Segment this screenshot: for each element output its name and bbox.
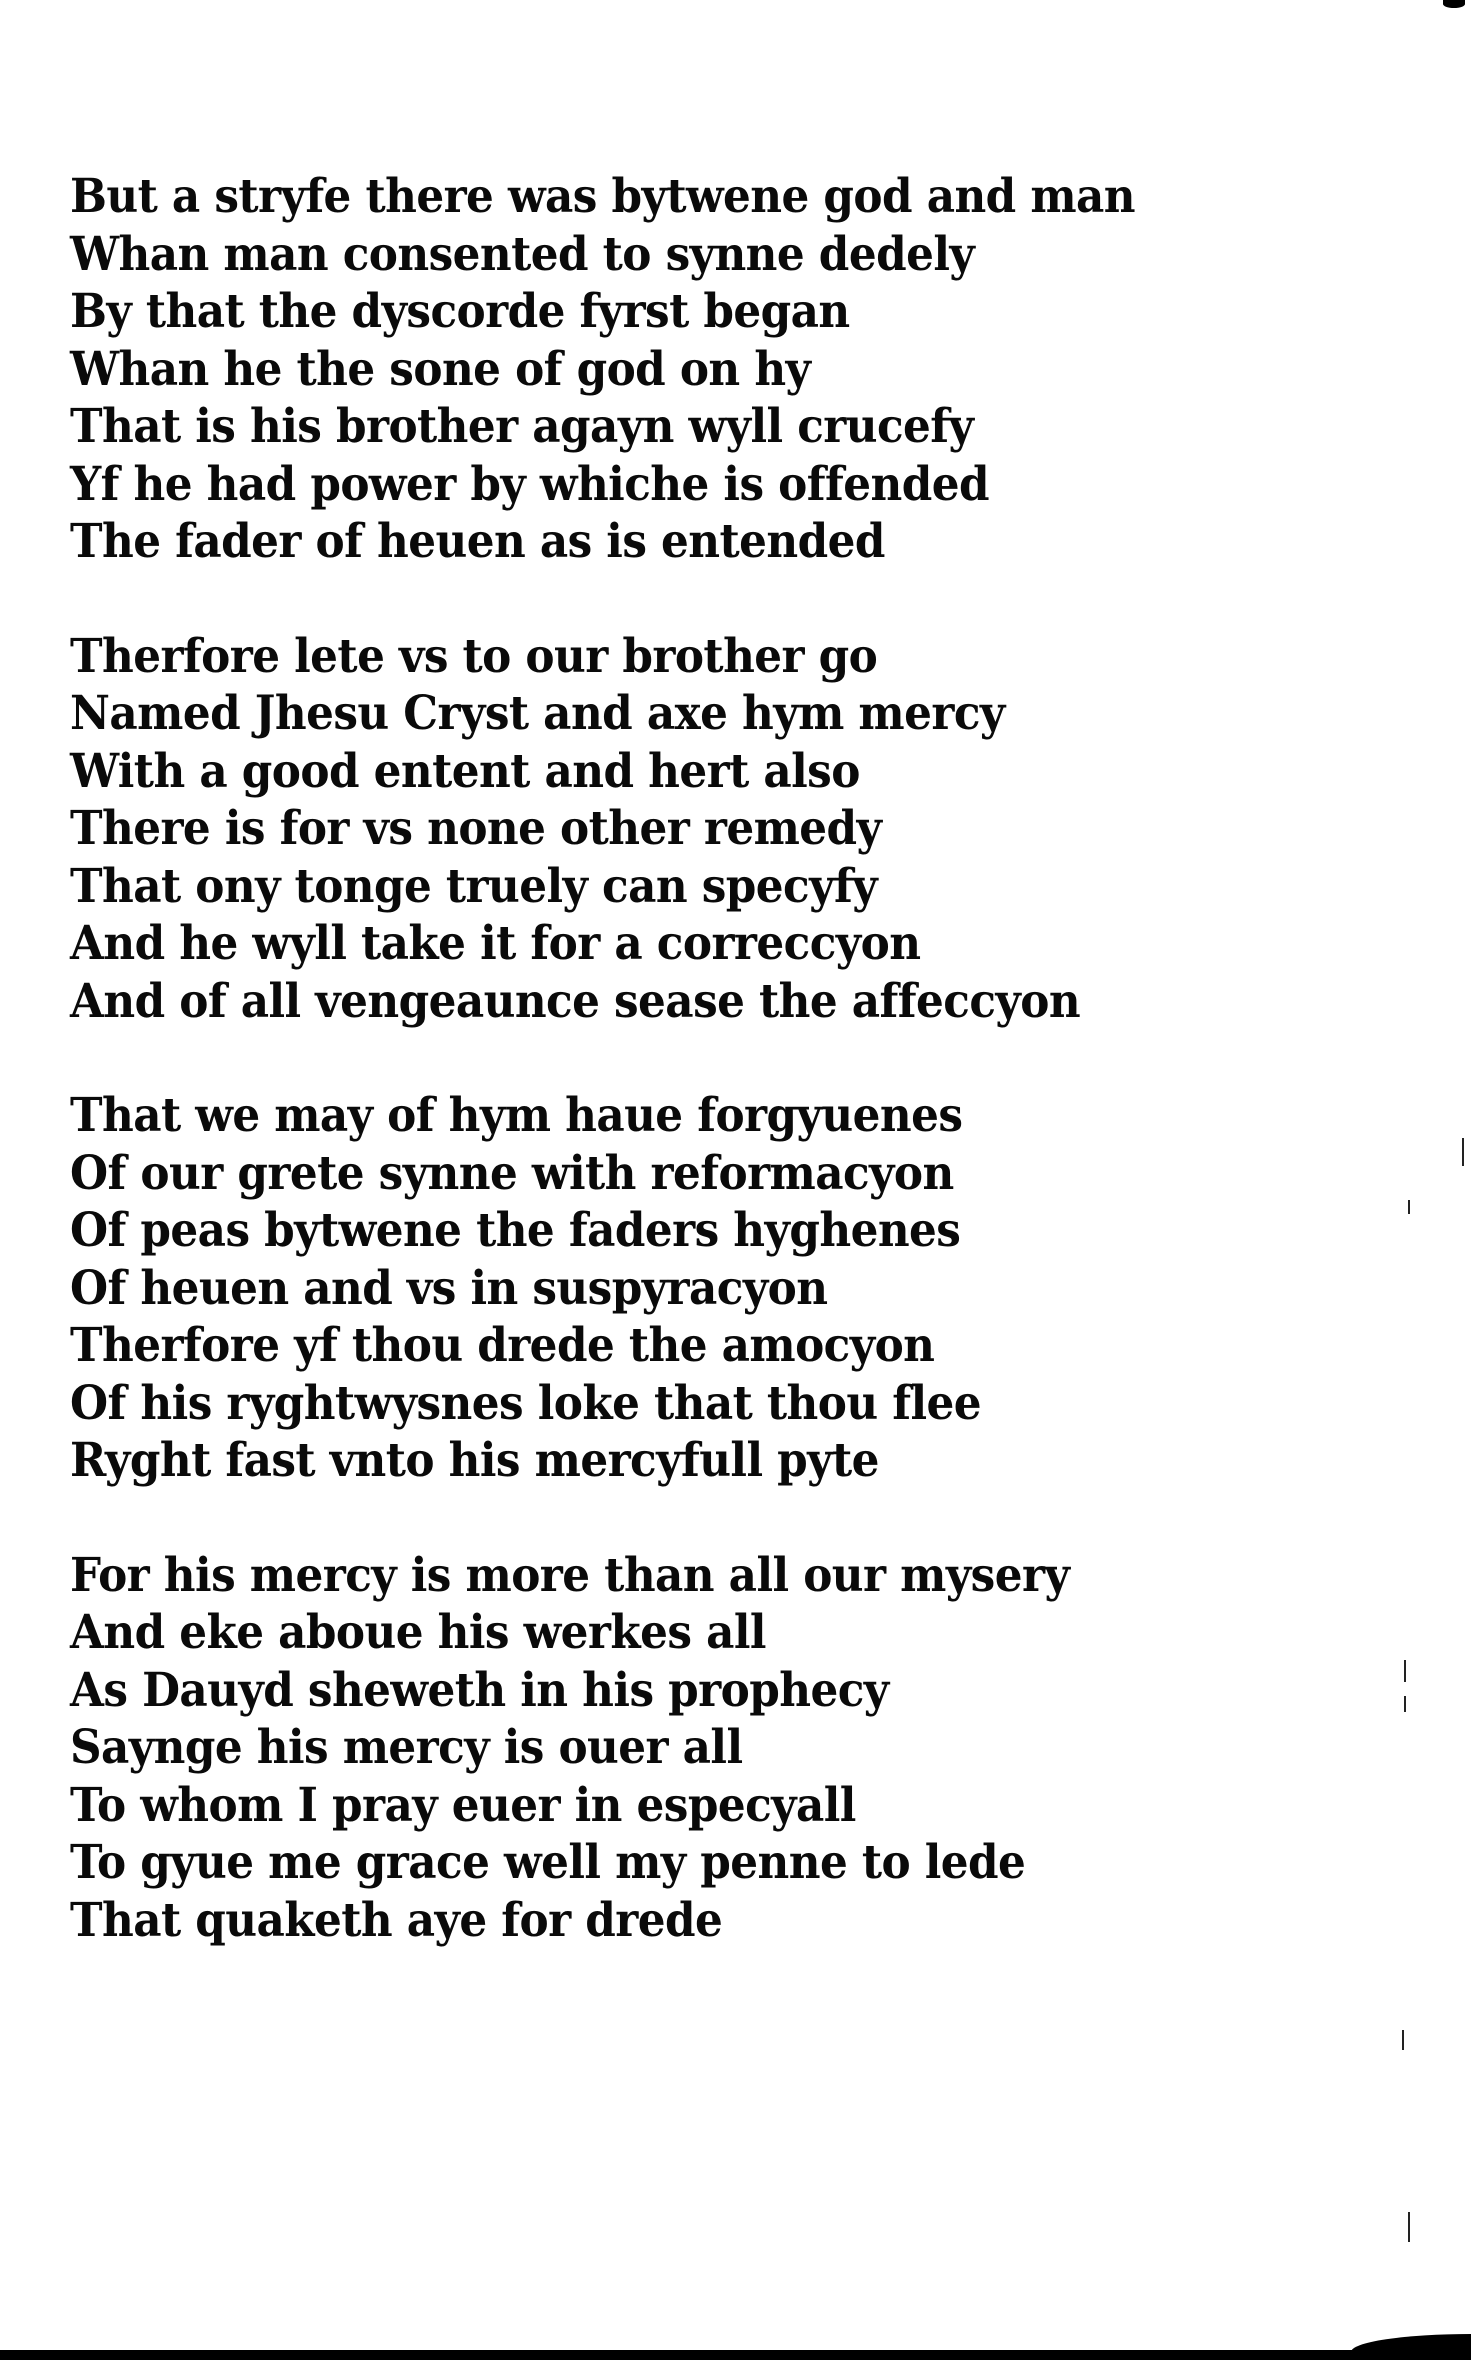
scan-artifact-mark xyxy=(1408,2212,1410,2242)
verse-line: Therfore lete vs to our brother go xyxy=(70,628,878,684)
verse-line: Whan man consented to synne dedely xyxy=(70,226,975,282)
verse-line: And eke aboue his werkes all xyxy=(70,1605,766,1660)
verse-line: Therfore yf thou drede the amocyon xyxy=(70,1318,935,1373)
verse-line: That ony tonge truely can specyfy xyxy=(70,858,878,914)
verse-line: Of peas bytwene the faders hyghenes xyxy=(70,1203,961,1258)
page-bottom-edge xyxy=(0,2350,1471,2360)
verse-line: With a good entent and hert also xyxy=(70,743,860,799)
verse-line: By that the dyscorde fyrst began xyxy=(70,284,850,339)
verse-line: That is his brother agayn wyll crucefy xyxy=(70,399,974,454)
scan-artifact-mark xyxy=(1402,2030,1404,2050)
verse-line: Ryght fast vnto his mercyfull pyte xyxy=(70,1433,879,1488)
scan-artifact-mark xyxy=(1408,1200,1410,1214)
verse-line: That quaketh aye for drede xyxy=(70,1892,723,1948)
verse-line: Saynge his mercy is ouer all xyxy=(70,1720,743,1775)
scan-artifact-mark xyxy=(1462,1138,1464,1166)
scan-artifact-mark xyxy=(1404,1660,1406,1682)
verse-line: There is for vs none other remedy xyxy=(70,801,882,856)
stanza-3 xyxy=(70,1087,1090,1490)
verse-line: And he wyll take it for a correccyon xyxy=(70,916,921,971)
verse-line: For his mercy is more than all our mysery xyxy=(70,1547,1070,1603)
scan-artifact-mark xyxy=(1404,1696,1406,1712)
verse-line: But a stryfe there was bytwene god and man xyxy=(70,169,1136,224)
stanza-1 xyxy=(70,168,1136,571)
stanza-2 xyxy=(70,628,1090,1031)
verse-line: To whom I pray euer in especyall xyxy=(70,1777,856,1833)
verse-line: And of all vengeaunce sease the affeccyon xyxy=(70,973,1081,1029)
verse-line: Named Jhesu Cryst and axe hym mercy xyxy=(70,686,1005,741)
verse-line: Yf he had power by whiche is offended xyxy=(70,456,989,512)
verse-line: That we may of hym haue forgyuenes xyxy=(70,1088,963,1143)
verse-line: The fader of heuen as is entended xyxy=(70,514,885,569)
verse-line: Of his ryghtwysnes loke that thou flee xyxy=(70,1375,982,1431)
verse-line: To gyue me grace well my penne to lede xyxy=(70,1835,1026,1890)
verse-line: Of heuen and vs in suspyracyon xyxy=(70,1260,828,1316)
verse-line: Whan he the sone of god on hy xyxy=(70,341,811,397)
verse-line: As Dauyd sheweth in his prophecy xyxy=(70,1662,889,1718)
stanza-4 xyxy=(70,1547,1090,1950)
verse-line: Of our grete synne with reformacyon xyxy=(70,1145,954,1201)
scan-corner-mark xyxy=(1443,0,1465,8)
poem-text xyxy=(70,168,1136,2006)
